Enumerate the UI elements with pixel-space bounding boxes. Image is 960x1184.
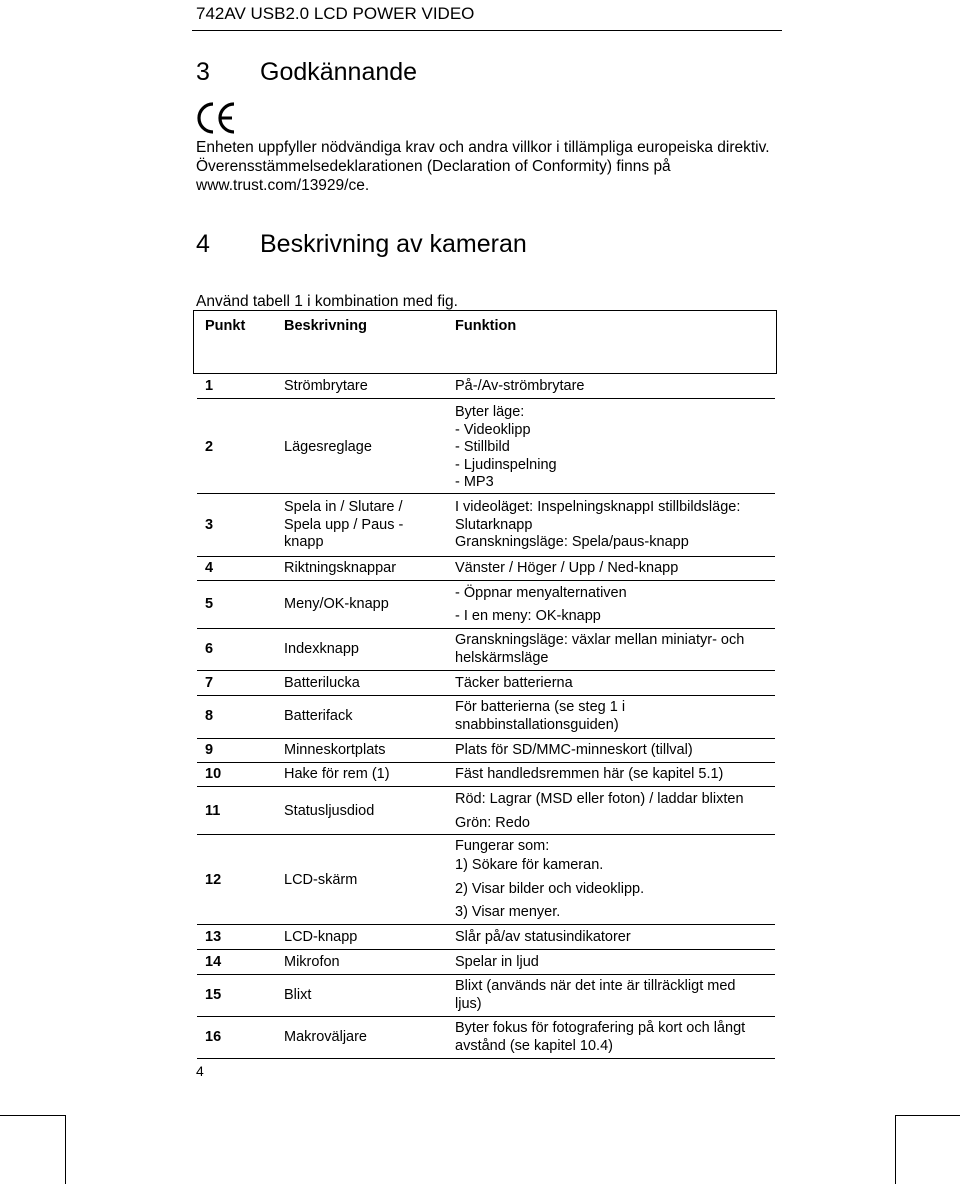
row-description: Minneskortplats [284, 742, 386, 758]
row-number: 12 [205, 872, 222, 888]
header-rule [192, 30, 782, 31]
row-number: 14 [205, 954, 222, 970]
row-function: Plats för SD/MMC-minneskort (tillval) [455, 742, 693, 758]
row-divider [197, 834, 775, 835]
row-number: 5 [205, 596, 214, 612]
row-number: 9 [205, 742, 214, 758]
row-number: 11 [205, 803, 221, 819]
row-function [455, 499, 740, 552]
row-divider [197, 762, 775, 763]
row-description: Indexknapp [284, 641, 359, 657]
row-description: Mikrofon [284, 954, 340, 970]
row-function [455, 404, 557, 492]
row-function: Fäst handledsremmen här (se kapitel 5.1) [455, 766, 724, 782]
crop-mark [895, 1115, 896, 1184]
row-number: 6 [205, 641, 214, 657]
function-line: I videoläget: InspelningsknappI stillbildsläge: [455, 499, 741, 515]
crop-mark [65, 1115, 66, 1184]
row-description: LCD-skärm [284, 872, 358, 888]
row-divider [197, 1016, 775, 1017]
row-function: 3) Visar menyer. [455, 904, 561, 920]
row-divider [197, 493, 775, 494]
row-divider [197, 580, 775, 581]
row-function: Fungerar som: [455, 838, 550, 854]
ce-mark-icon [196, 100, 236, 136]
row-description: Batterilucka [284, 675, 360, 691]
row-function: 2) Visar bilder och videoklipp. [455, 881, 645, 897]
row-function [455, 699, 625, 734]
row-function: Grön: Redo [455, 815, 530, 831]
row-description [284, 499, 403, 552]
row-number: 15 [205, 987, 222, 1003]
table-header-funktion: Funktion [455, 318, 517, 334]
row-description: Lägesreglage [284, 439, 372, 455]
row-description: Strömbrytare [284, 378, 368, 394]
description-line: Spela in / Slutare / [284, 499, 403, 515]
paragraph-line: Överensstämmelsedeklarationen (Declaration of Conformity) finns på [196, 158, 671, 175]
row-number: 4 [205, 560, 214, 576]
row-number: 13 [205, 929, 222, 945]
function-line: Byter fokus för fotografering på kort och långt [455, 1020, 746, 1036]
row-divider [197, 670, 775, 671]
row-description: Statusljusdiod [284, 803, 375, 819]
row-divider [197, 556, 775, 557]
row-description: Hake för rem (1) [284, 766, 390, 782]
row-function: Röd: Lagrar (MSD eller foton) / laddar blixten [455, 791, 744, 807]
row-number: 3 [205, 517, 214, 533]
row-divider [197, 695, 775, 696]
section-3-paragraph [196, 138, 770, 195]
function-line: Byter läge: [455, 404, 525, 420]
row-function: - Öppnar menyalternativen [455, 585, 627, 601]
function-line: helskärmsläge [455, 649, 549, 666]
function-line: - Videoklipp [455, 421, 531, 438]
function-line: - Ljudinspelning [455, 456, 557, 473]
row-function: Täcker batterierna [455, 675, 573, 691]
row-function: Slår på/av statusindikatorer [455, 929, 631, 945]
row-function [455, 632, 744, 667]
row-function: 1) Sökare för kameran. [455, 857, 604, 873]
row-description: Riktningsknappar [284, 560, 397, 576]
paragraph-line: www.trust.com/13929/ce. [196, 177, 370, 194]
row-description: Meny/OK-knapp [284, 596, 389, 612]
crop-mark [0, 1115, 66, 1116]
row-divider [197, 974, 775, 975]
function-line: Granskningsläge: Spela/paus-knapp [455, 534, 689, 550]
row-description: LCD-knapp [284, 929, 358, 945]
page-number: 4 [196, 1063, 204, 1079]
row-number: 8 [205, 708, 214, 724]
row-divider [197, 786, 775, 787]
function-line: ljus) [455, 995, 482, 1012]
row-number: 7 [205, 675, 214, 691]
function-line: - Stillbild [455, 439, 510, 455]
row-number: 2 [205, 439, 214, 455]
section-3-number: 3 [196, 58, 210, 86]
description-line: knapp [284, 534, 324, 550]
function-line: - MP3 [455, 474, 494, 490]
row-divider [197, 628, 775, 629]
row-function: Spelar in ljud [455, 954, 539, 970]
description-line: Spela upp / Paus - [284, 516, 404, 533]
row-number: 10 [205, 766, 222, 782]
function-line: Granskningsläge: växlar mellan miniatyr- och [455, 632, 745, 648]
row-description: Batterifack [284, 708, 353, 724]
section-4-title: Beskrivning av kameran [260, 230, 527, 258]
section-3-title: Godkännande [260, 58, 418, 86]
row-function [455, 1020, 745, 1055]
row-divider [197, 924, 775, 925]
row-divider [197, 1058, 775, 1059]
row-function: Vänster / Höger / Upp / Ned-knapp [455, 560, 679, 576]
row-description: Makroväljare [284, 1029, 367, 1045]
row-function: - I en meny: OK-knapp [455, 608, 601, 624]
table-header-punkt: Punkt [205, 318, 246, 334]
row-function: På-/Av-strömbrytare [455, 378, 585, 394]
row-divider [197, 949, 775, 950]
row-divider [197, 398, 775, 399]
function-line: Blixt (används när det inte är tillräckligt med [455, 978, 736, 994]
function-line: snabbinstallationsguiden) [455, 716, 619, 733]
function-line: Slutarknapp [455, 516, 533, 533]
section-4-intro: Använd tabell 1 i kombination med fig. [196, 293, 458, 310]
section-4-number: 4 [196, 230, 210, 258]
section-3-heading [196, 58, 417, 87]
section-4-heading [196, 230, 527, 259]
row-divider [197, 738, 775, 739]
row-description: Blixt [284, 987, 312, 1003]
row-function [455, 978, 735, 1013]
function-line: avstånd (se kapitel 10.4) [455, 1037, 613, 1054]
row-number: 16 [205, 1029, 222, 1045]
paragraph-line: Enheten uppfyller nödvändiga krav och andra villkor i tillämpliga europeiska direktiv. [196, 139, 770, 156]
table-header-beskrivning: Beskrivning [284, 318, 367, 334]
running-header: 742AV USB2.0 LCD POWER VIDEO [196, 4, 475, 23]
row-number: 1 [205, 378, 214, 394]
function-line: För batterierna (se steg 1 i [455, 699, 626, 715]
crop-mark [895, 1115, 960, 1116]
